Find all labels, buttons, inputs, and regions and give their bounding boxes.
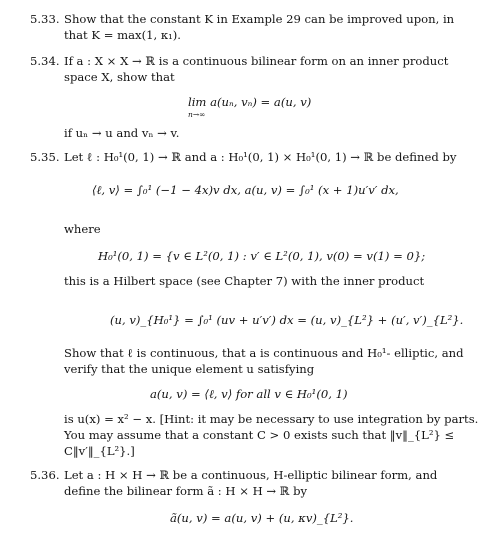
exercise-text-line: C‖v′‖_{L²}.] — [64, 444, 135, 458]
exercise-text-line: if uₙ → u and vₙ → v. — [64, 126, 180, 140]
exercise-text-line: is u(x) = x² − x. [Hint: it may be necessary to use integration by parts. — [64, 412, 479, 426]
display-equation: (u, v)_{H₀¹} = ∫₀¹ (uv + u′v′) dx = (u, v)_{L²} + (u′, v′)_{L²}. — [110, 313, 464, 327]
limit-subscript: n→∞ — [188, 110, 206, 119]
exercise-text-line: that K = max(1, κ₁). — [64, 28, 181, 42]
exercise-text-line: Show that ℓ is continuous, that a is continuous and H₀¹- elliptic, and — [64, 346, 464, 360]
display-equation: ã(u, v) = a(u, v) + (u, κv)_{L²}. — [170, 511, 354, 525]
exercise-number: 5.33. — [30, 12, 60, 26]
exercise-text-line: Let ℓ : H₀¹(0, 1) → ℝ and a : H₀¹(0, 1) × H₀¹(0, 1) → ℝ be defined by — [64, 150, 457, 164]
display-equation: H₀¹(0, 1) = {v ∈ L²(0, 1) : v′ ∈ L²(0, 1), v(0) = v(1) = 0}; — [98, 249, 426, 263]
exercise-text-line: You may assume that a constant C > 0 exists such that ‖v‖_{L²} ≤ — [64, 428, 455, 442]
exercise-number: 5.34. — [30, 54, 60, 68]
exercise-text-line: Let a : H × H → ℝ be a continuous, H-elliptic bilinear form, and — [64, 468, 438, 482]
display-equation: ⟨ℓ, v⟩ = ∫₀¹ (−1 − 4x)v dx, a(u, v) = ∫₀¹ (x + 1)u′v′ dx, — [92, 183, 399, 197]
exercise-text-line: space X, show that — [64, 70, 175, 84]
exercise-text-line: Show that the constant K in Example 29 can be improved upon, in — [64, 12, 455, 26]
display-equation: a(u, v) = ⟨ℓ, v⟩ for all v ∈ H₀¹(0, 1) — [150, 387, 348, 401]
exercise-number: 5.35. — [30, 150, 60, 164]
exercise-text-line: this is a Hilbert space (see Chapter 7) with the inner product — [64, 274, 425, 288]
exercise-text-line: verify that the unique element u satisfying — [64, 362, 315, 376]
exercise-text-line: If a : X × X → ℝ is a continuous bilinear form on an inner product — [64, 54, 449, 68]
exercise-number: 5.36. — [30, 468, 60, 482]
display-equation: lim a(uₙ, vₙ) = a(u, v) — [188, 95, 312, 109]
exercise-text-line: define the bilinear form ã : H × H → ℝ by — [64, 484, 308, 498]
exercise-text-line: where — [64, 222, 101, 236]
